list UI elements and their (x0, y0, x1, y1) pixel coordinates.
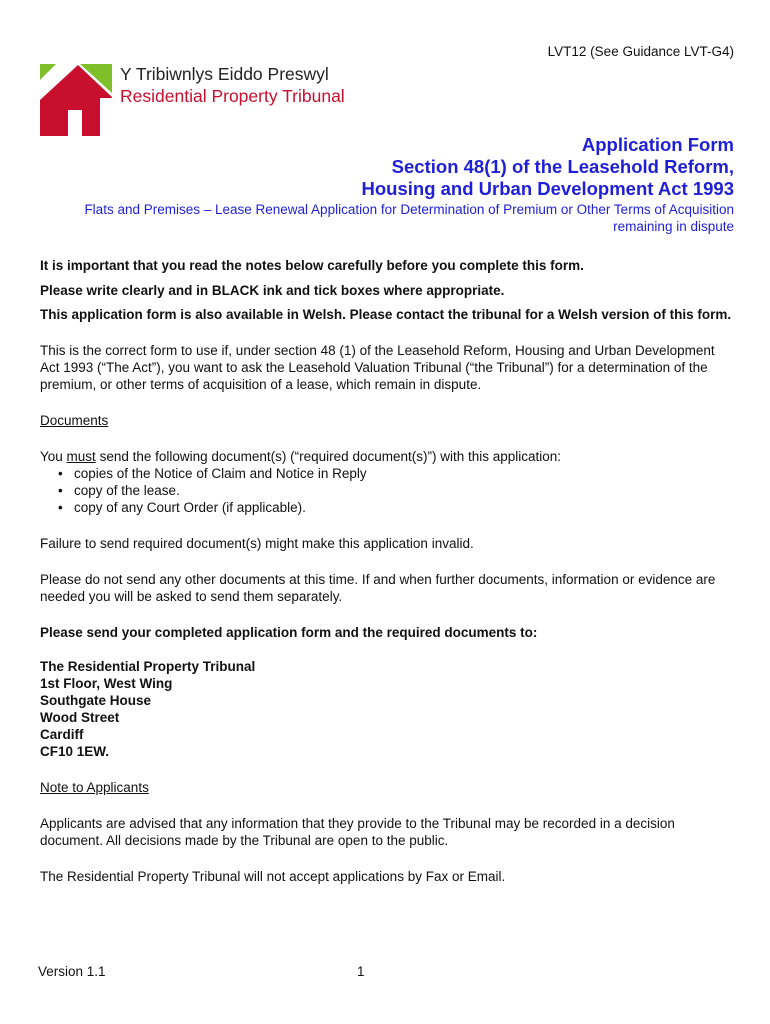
list-item: • copy of the lease. (66, 482, 734, 499)
address-line: CF10 1EW. (40, 744, 110, 759)
notice-welsh-version: This application form is also available in Welsh. Please contact the tribunal for a Welsh version of this form. (40, 307, 732, 322)
logo-english-name: Residential Property Tribunal (120, 86, 345, 106)
note-to-applicants-heading: Note to Applicants (40, 780, 149, 795)
list-item: • copy of any Court Order (if applicable). (66, 499, 734, 516)
page-number: 1 (357, 964, 365, 979)
must-word: must (66, 449, 96, 464)
version-label: Version 1.1 (38, 964, 106, 979)
title-line-3: Housing and Urban Development Act 1993 (361, 178, 734, 199)
address-line: 1st Floor, West Wing (40, 676, 173, 691)
tribunal-address (40, 658, 734, 760)
title-line-1: Application Form (581, 134, 734, 155)
notice-black-ink: Please write clearly and in BLACK ink and tick boxes where appropriate. (40, 283, 505, 298)
address-line: Cardiff (40, 727, 84, 742)
intro-paragraph: This is the correct form to use if, under section 48 (1) of the Leasehold Reform, Housing and Urban Development Act 1993 (“The Act”), you want to ask the Leasehold Valuation Tribunal (“the Tribunal”) for a determination of the premium, or other terms of acquisition of a lease, which remain in dispute. (40, 343, 715, 392)
tribunal-logo (40, 64, 370, 136)
failure-notice: Failure to send required document(s) might make this application invalid. (40, 536, 474, 551)
other-documents-notice: Please do not send any other documents at this time. If and when further documents, information or evidence are needed you will be asked to send them separately. (40, 572, 716, 604)
house-logo-icon (40, 64, 112, 136)
required-documents-list (40, 465, 734, 516)
form-body (40, 257, 734, 885)
title-line-2: Section 48(1) of the Leasehold Reform, (391, 156, 734, 177)
note-to-applicants-text: Applicants are advised that any information that they provide to the Tribunal may be recorded in a decision document. All decisions made by the Tribunal are open to the public. (40, 816, 675, 848)
address-line: Southgate House (40, 693, 152, 708)
documents-heading: Documents (40, 413, 109, 428)
fax-email-notice: The Residential Property Tribunal will not accept applications by Fax or Email. (40, 869, 506, 884)
address-line: The Residential Property Tribunal (40, 659, 256, 674)
form-reference: LVT12 (See Guidance LVT-G4) (547, 44, 734, 59)
form-title (362, 134, 734, 200)
address-line: Wood Street (40, 710, 120, 725)
form-subtitle: Flats and Premises – Lease Renewal Application for Determination of Premium or Other Terms of Acquisition remaining in dispute (84, 202, 734, 234)
must-prefix: You (40, 449, 67, 464)
must-suffix: send the following document(s) (“required document(s)”) with this application: (95, 449, 562, 464)
notice-read-notes: It is important that you read the notes below carefully before you complete this form. (40, 258, 584, 273)
send-to-heading: Please send your completed application form and the required documents to: (40, 625, 538, 640)
logo-welsh-name: Y Tribiwnlys Eiddo Preswyl (120, 64, 329, 84)
documents-must-sentence (40, 448, 734, 465)
list-item: • copies of the Notice of Claim and Notice in Reply (66, 465, 734, 482)
